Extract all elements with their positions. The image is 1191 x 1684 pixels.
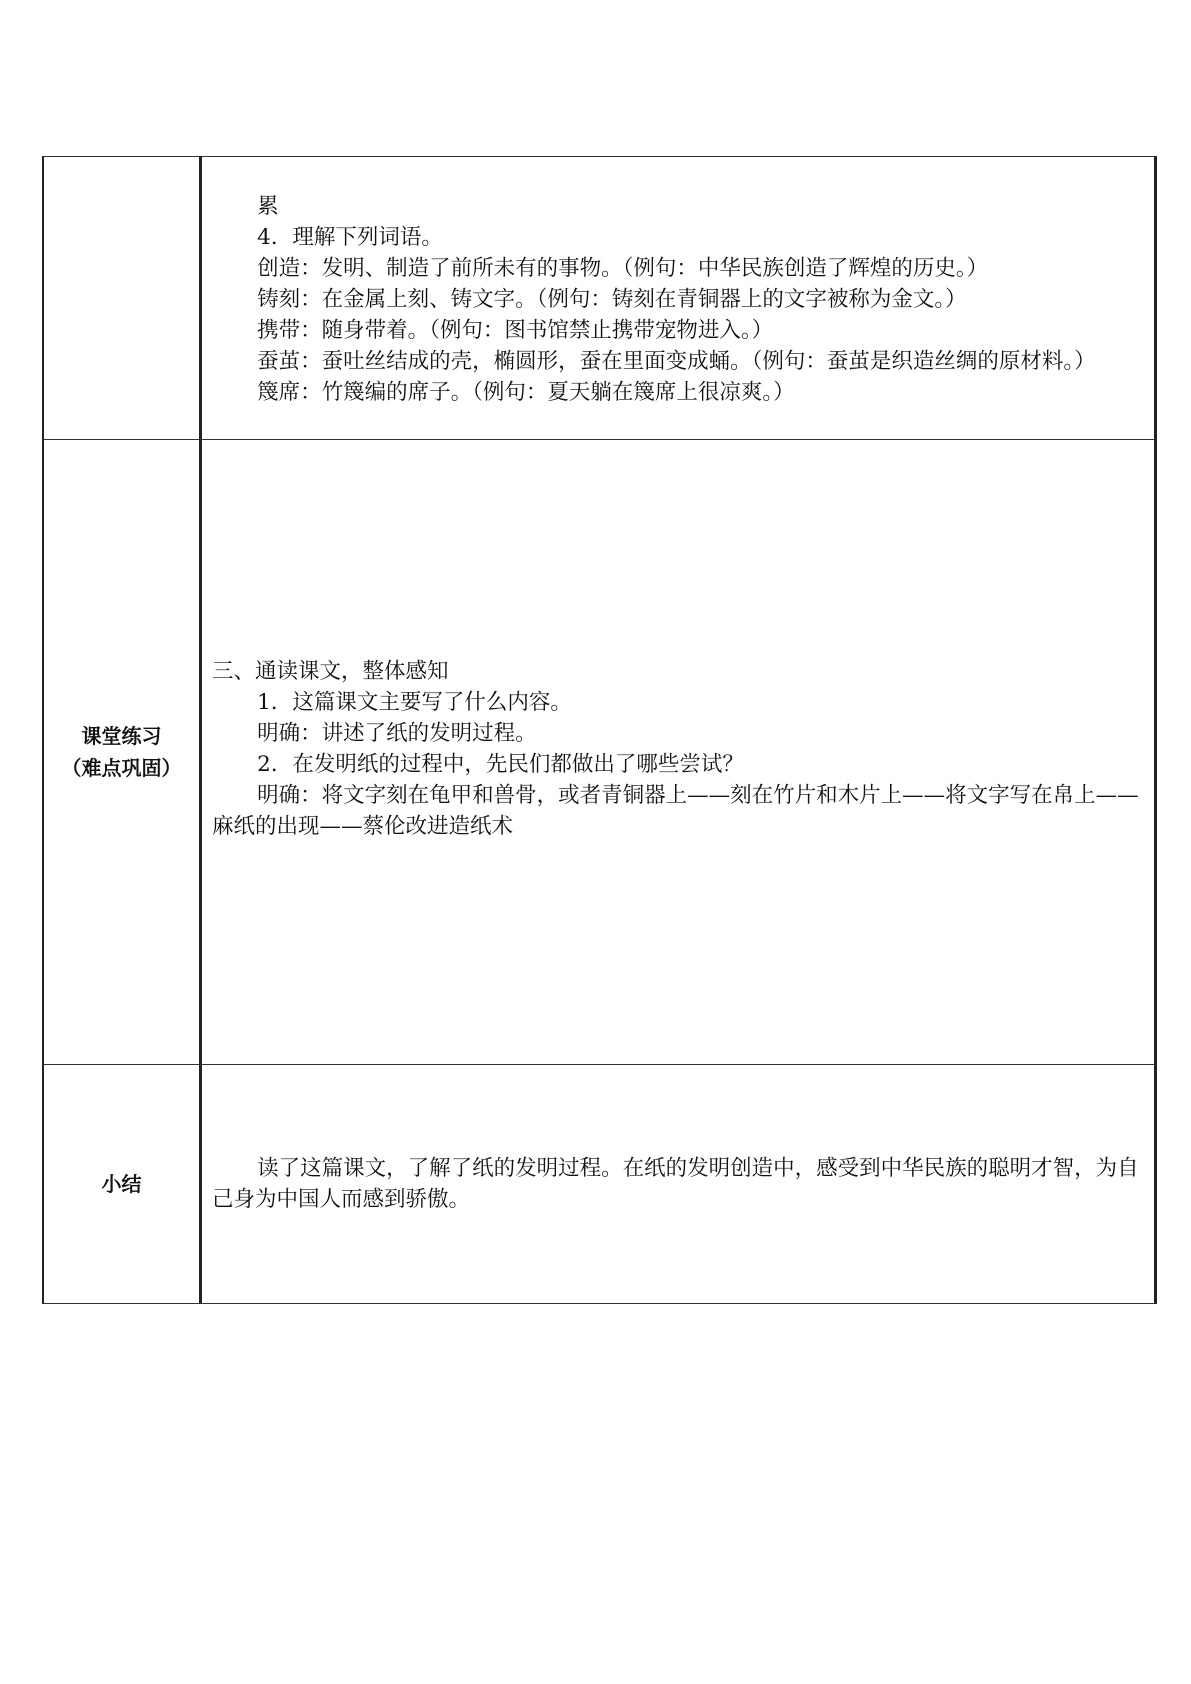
content-line: 篾席：竹篾编的席子。（例句：夏天躺在篾席上很凉爽。） [257,380,795,405]
table-row [43,157,1156,440]
row-label-cell [43,1065,201,1304]
table-row [43,1065,1156,1304]
content-line: 明确：将文字刻在龟甲和兽骨，或者青铜器上——刻在竹片和木片上——将文字写在帛上——麻纸的出现——蔡伦改进造纸术 [212,783,1139,839]
content-line: 明确：讲述了纸的发明过程。 [257,721,537,746]
row-label: 小结 [101,1172,142,1196]
lesson-plan-table [42,156,1157,1304]
content-line: 2．在发明纸的过程中，先民们都做出了哪些尝试？ [257,752,744,777]
content-line: 铸刻：在金属上刻、铸文字。（例句：铸刻在青铜器上的文字被称为金文。） [257,287,967,312]
content-line: 创造：发明、制造了前所未有的事物。（例句：中华民族创造了辉煌的历史。） [257,256,989,281]
row-label-sub: （难点巩固） [61,756,182,780]
row-label: 课堂练习 [81,724,162,748]
row-label-cell [43,157,201,440]
row-content-cell [201,157,1156,440]
content-line: 累 [257,194,279,219]
row-content-cell [201,1065,1156,1304]
content-line: 三、通读课文，整体感知 [212,659,449,684]
content-line: 4．理解下列词语。 [257,225,443,250]
content-line: 携带：随身带着。（例句：图书馆禁止携带宠物进入。） [257,318,774,343]
content-line: 1．这篇课文主要写了什么内容。 [257,690,572,715]
content-line: 蚕茧：蚕吐丝结成的壳，椭圆形，蚕在里面变成蛹。（例句：蚕茧是织造丝绸的原材料。） [257,349,1096,374]
content-line: 读了这篇课文，了解了纸的发明过程。在纸的发明创造中，感受到中华民族的聪明才智，为自己身为中国人而感到骄傲。 [212,1156,1139,1212]
table-row [43,440,1156,1065]
row-content-cell [201,440,1156,1065]
row-label-cell [43,440,201,1065]
